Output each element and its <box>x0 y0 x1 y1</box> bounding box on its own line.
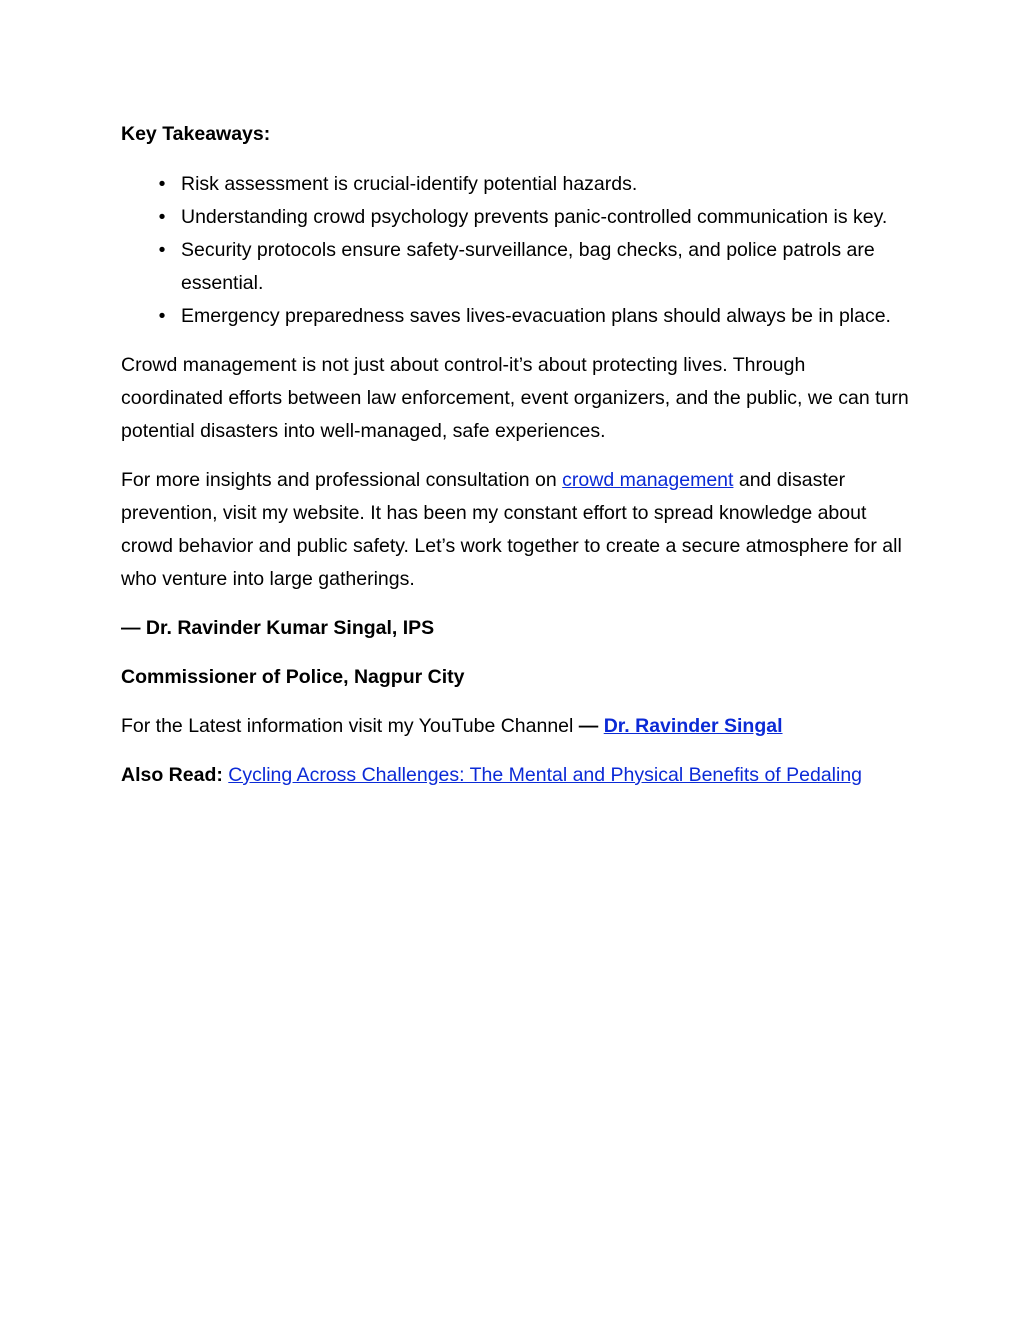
paragraph-insights-text-after: and disaster prevention, visit my website. It has been my constant effort to spread knowledge about crowd behavior and public safety. Let’s work together to create a secure atmosphere for all who venture into large gatherings. <box>121 469 902 590</box>
paragraph-insights <box>121 464 911 596</box>
list-item <box>121 168 911 201</box>
key-takeaways-list <box>121 168 911 333</box>
bullet-icon: • <box>158 239 166 261</box>
signature-title: Commissioner of Police, Nagpur City <box>121 666 465 688</box>
crowd-management-link[interactable]: crowd management <box>562 469 734 491</box>
youtube-text: For the Latest information visit my YouTube Channel <box>121 715 579 737</box>
paragraph-crowd-management: Crowd management is not just about control-it’s about protecting lives. Through coordinated efforts between law enforcement, event organizers, and the public, we can turn potential disasters into well-managed, safe experiences. <box>121 354 909 442</box>
youtube-channel-link[interactable]: Dr. Ravinder Singal <box>603 715 783 737</box>
youtube-line <box>121 710 911 743</box>
list-item-text: Emergency preparedness saves lives-evacuation plans should always be in place. <box>181 305 891 327</box>
document-page <box>121 118 911 808</box>
list-item <box>121 300 911 333</box>
list-item-text: Understanding crowd psychology prevents panic-controlled communication is key. <box>181 206 888 228</box>
bullet-icon: • <box>158 206 166 228</box>
bullet-icon: • <box>158 173 166 195</box>
also-read-line <box>121 759 911 792</box>
list-item-text: Security protocols ensure safety-surveillance, bag checks, and police patrols are essential. <box>181 239 875 294</box>
list-item <box>121 201 911 234</box>
paragraph-insights-text-before: For more insights and professional consultation on <box>121 469 563 491</box>
signature-name: — Dr. Ravinder Kumar Singal, IPS <box>121 617 435 639</box>
key-takeaways-heading: Key Takeaways: <box>121 123 271 145</box>
list-item-text: Risk assessment is crucial-identify potential hazards. <box>181 173 638 195</box>
also-read-label: Also Read: <box>121 764 223 786</box>
list-item <box>121 234 911 300</box>
youtube-dash: — <box>578 715 599 737</box>
also-read-link[interactable]: Cycling Across Challenges: The Mental and Physical Benefits of Pedaling <box>228 764 863 786</box>
bullet-icon: • <box>158 305 166 327</box>
